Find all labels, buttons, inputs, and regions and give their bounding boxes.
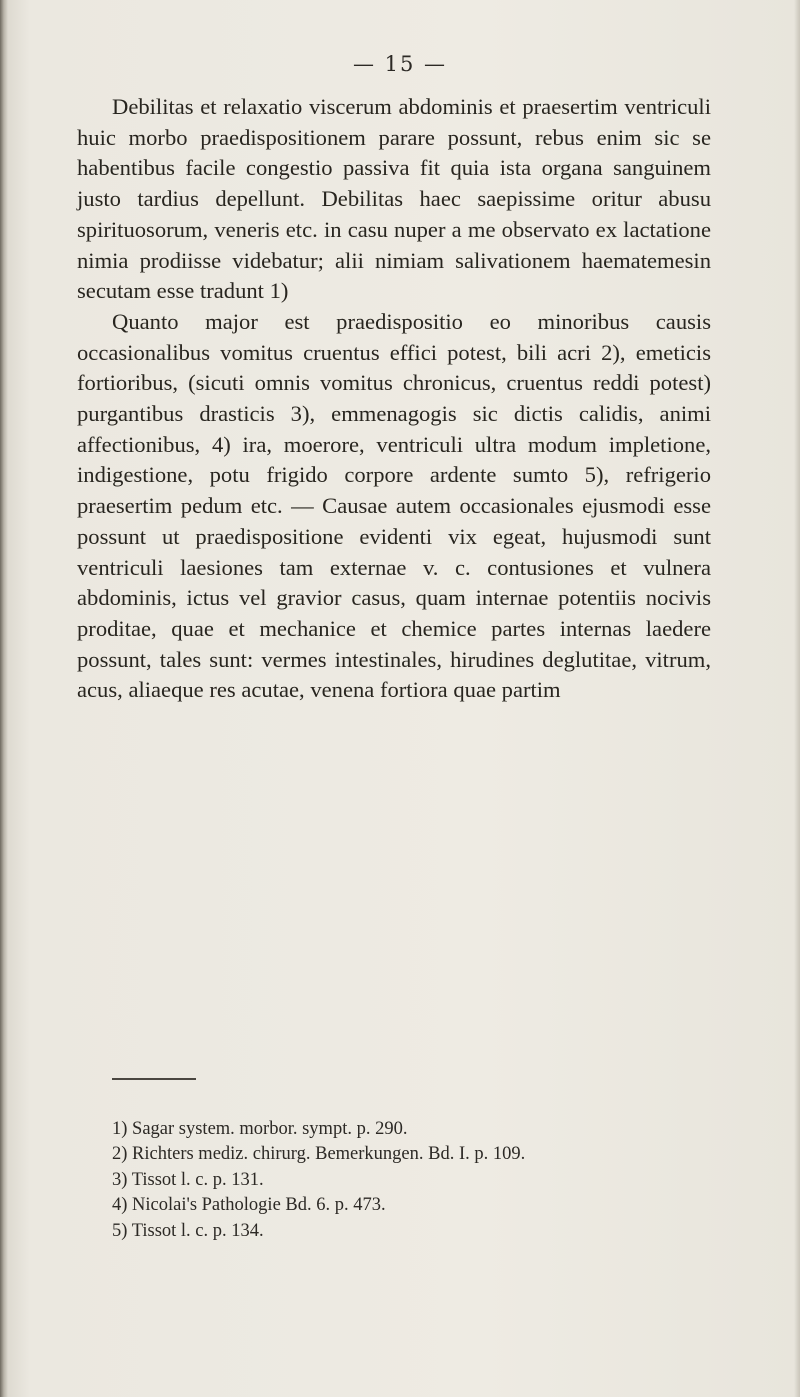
page-number-header: — 15 —	[352, 52, 448, 76]
footnote-5: 5) Tissot l. c. p. 134.	[112, 1220, 264, 1241]
paragraph-debilitas: Debilitas et relaxatio viscerum abdominis et praesertim ventriculi huic morbo praedispositionem parare possunt, rebus enim sic se habentibus facile congestio passiva fit quia ista organa sanguinem justo tardius depellunt. Debilitas haec saepissime oritur abusu spirituosorum, veneris etc. in casu nuper a me observato ex lactatione nimia prodiisse videbatur; alii nimiam salivationem haematemesin secutam esse tradunt 1)	[77, 94, 711, 304]
footnotes-list	[112, 1117, 732, 1244]
footnote-4: 4) Nicolai's Pathologie Bd. 6. p. 473.	[112, 1195, 386, 1216]
footnote-3: 3) Tissot l. c. p. 131.	[112, 1169, 264, 1190]
page-right-edge	[794, 0, 800, 1397]
main-text	[77, 92, 711, 706]
footnote-1: 1) Sagar system. morbor. sympt. p. 290.	[112, 1119, 408, 1139]
paragraph-quanto: Quanto major est praedispositio eo minoribus causis occasionalibus vomitus cruentus effici potest, bili acri 2), emeticis fortioribus, (sicuti omnis vomitus chronicus, cruentus reddi potest) purgantibus drasticis 3), emmenagogis sic dictis calidis, animi affectionibus, 4) ira, moerore, ventriculi ultra modum impletione, indigestione, potu frigido corpore ardente sumto 5), refrigerio praesertim pedum etc. — Causae autem occasionales ejusmodi esse possunt ut praedispositione evidenti vix egeat, hujusmodi sunt ventriculi laesiones tam externae v. c. contusiones et vulnera abdominis, ictus vel gravior casus, quam internae potentiis nocivis proditae, quae et mechanice et chemice partes internas laedere possunt, tales sunt: vermes intestinales, hirudines deglutitae, vitrum, acus, aliaeque res acutae, venena fortiora quae partim	[77, 308, 711, 703]
footnote-divider	[112, 1078, 196, 1080]
page-binding-edge	[0, 0, 8, 1397]
footnote-2: 2) Richters mediz. chirurg. Bemerkungen. Bd. I. p. 109.	[112, 1144, 526, 1165]
